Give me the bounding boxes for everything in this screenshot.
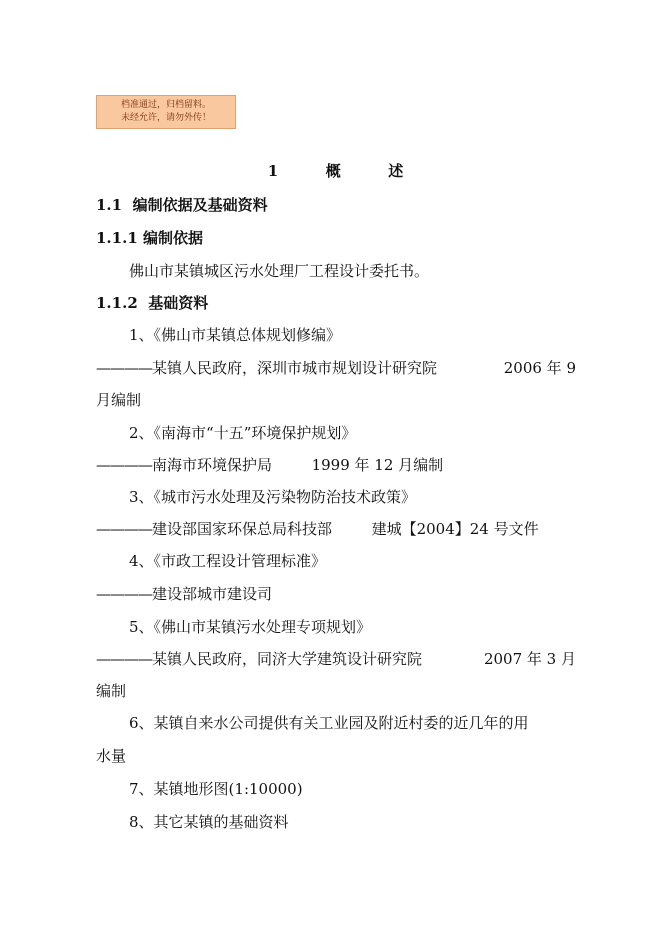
material-item-source: 某镇人民政府，深圳市城市规划设计研究院 — [152, 359, 438, 377]
em-dash-rule: ———— — [96, 520, 152, 538]
section-number: 1.1 — [96, 196, 123, 214]
material-item-source: 某镇人民政府，同济大学建筑设计研究院 — [152, 650, 423, 668]
chapter-title-char-1: 概 — [325, 162, 342, 180]
material-item-title: 5、《佛山市某镇污水处理专项规划》 — [129, 618, 372, 636]
material-item-date: 2006 年 9 — [503, 359, 576, 377]
section-title: 基础资料 — [148, 294, 209, 312]
material-item-continuation: 月编制 — [96, 391, 142, 409]
material-item-source-line — [96, 455, 576, 475]
section-title: 编制依据及基础资料 — [132, 196, 268, 214]
material-item-source: 建设部国家环保总局科技部 — [152, 520, 333, 538]
em-dash-rule: ———— — [96, 456, 152, 474]
basis-paragraph: 佛山市某镇城区污水处理厂工程设计委托书。 — [129, 262, 430, 280]
material-item-title: 6、某镇自来水公司提供有关工业园及附近村委的近几年的用 — [129, 714, 529, 732]
chapter-number: 1 — [267, 162, 280, 180]
material-item-source: 南海市环境保护局 — [152, 456, 273, 474]
section-number: 1.1.2 — [96, 294, 138, 312]
section-heading-1-1-2 — [96, 293, 576, 313]
em-dash-rule: ———— — [96, 359, 152, 377]
material-item-continuation: 编制 — [96, 682, 127, 700]
material-item-source-line — [96, 358, 576, 378]
chapter-title-char-2: 述 — [388, 162, 405, 180]
material-item-continuation: 水量 — [96, 747, 127, 765]
material-item-date: 2007 年 3 月 — [483, 650, 576, 668]
section-title: 编制依据 — [143, 229, 204, 247]
stamp-line-1: 档准通过，归档留料。 — [120, 100, 211, 110]
em-dash-rule: ———— — [96, 650, 152, 668]
material-item-date: 1999 年 12 月编制 — [311, 456, 444, 474]
section-heading-1-1 — [96, 195, 576, 215]
material-item-title: 7、某镇地形图(1:10000) — [129, 780, 303, 798]
chapter-heading — [96, 161, 576, 181]
material-item-source-line — [96, 584, 576, 604]
material-item-source-line — [96, 519, 576, 539]
em-dash-rule: ———— — [96, 585, 152, 603]
watermark-stamp — [96, 95, 236, 129]
material-item-title: 2、《南海市“十五”环境保护规划》 — [129, 424, 357, 442]
material-item-title: 4、《市政工程设计管理标准》 — [129, 552, 327, 570]
material-item-date: 建城【2004】24 号文件 — [371, 520, 539, 538]
material-item-source-line — [96, 649, 576, 669]
section-number: 1.1.1 — [96, 229, 138, 247]
material-item-title: 3、《城市污水处理及污染物防治技术政策》 — [129, 488, 417, 506]
material-item-title: 1、《佛山市某镇总体规划修编》 — [129, 326, 342, 344]
stamp-line-2: 未经允许，请勿外传！ — [120, 113, 211, 123]
material-item-title: 8、其它某镇的基础资料 — [129, 813, 289, 831]
section-heading-1-1-1 — [96, 228, 576, 248]
material-item-source: 建设部城市建设司 — [152, 585, 273, 603]
